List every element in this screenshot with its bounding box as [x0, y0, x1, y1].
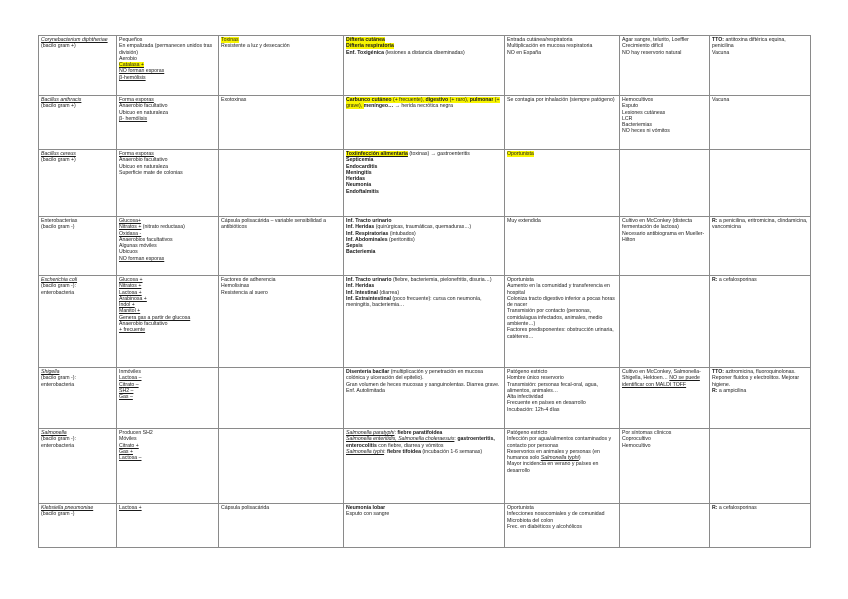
text-line: Toxinas	[221, 37, 239, 43]
text-line: Necesario antibiograma en Mueller-Hilton	[622, 230, 705, 243]
text-line: :	[394, 430, 398, 436]
gram-type: (bacilo gram -)	[41, 224, 75, 231]
table-row	[39, 150, 811, 217]
text-line: Móviles	[119, 436, 137, 443]
cell-treatment	[710, 150, 811, 217]
cell-epidemiology	[505, 276, 620, 368]
text-line: Se contagia por inhalación (siempre patógeno)	[507, 97, 615, 103]
text-line: (lesiones a distancia diseminadas)	[383, 49, 465, 56]
cell-organism	[39, 96, 117, 150]
text-line: (toxinas) → gastroenteritis	[407, 151, 470, 157]
cell-treatment	[710, 96, 811, 150]
text-line: Inf. Intestinal	[346, 289, 378, 296]
cell-characteristics	[117, 276, 219, 368]
cell-diagnosis	[620, 429, 710, 504]
text-line: Coprocultivo	[622, 436, 651, 443]
text-line: Manitol +	[119, 308, 141, 315]
cell-virulence	[219, 276, 344, 368]
table-row	[39, 504, 811, 548]
text-line: Salmonella enteritidis, Salmonella choleraesuis	[346, 436, 455, 443]
text-line: enterobacteria	[41, 381, 75, 388]
text-line: Salmonella typhi	[540, 455, 579, 462]
gram-type: (bacilo gram -)	[41, 511, 75, 518]
cell-virulence	[219, 504, 344, 548]
text-line: pulmonar	[469, 97, 494, 103]
text-line: (+ frecuente),	[391, 97, 426, 103]
text-line: ꞵ- hemólisis	[119, 115, 148, 122]
text-line: Exotoxinas	[221, 97, 247, 103]
text-line: Cultivo en McConkey, Salmonella-Shigella, Hektoen…	[622, 369, 701, 382]
text-line: Hemocultivos	[622, 97, 654, 103]
text-line: R:	[712, 218, 718, 224]
text-line: Toxiinfección alimentaria	[346, 151, 408, 157]
text-line: Enf. Toxigénica	[346, 49, 384, 56]
text-line: Hombre único reservorio	[507, 375, 564, 382]
text-line: Gas –	[119, 394, 133, 401]
text-line: TTO:	[712, 369, 725, 375]
text-line: antitoxina diftérica equina, penicilina	[712, 37, 786, 50]
organism-name: Corynebacterium diphtheriae	[41, 37, 108, 43]
cell-diagnosis	[620, 217, 710, 276]
text-line: R:	[712, 505, 718, 511]
text-line: Bacteriemias	[622, 122, 652, 129]
text-line: Anaerobio facultativo	[119, 321, 168, 328]
text-line: Arabinosa +	[119, 295, 147, 302]
text-line: Hemocultivo	[622, 442, 651, 449]
text-line: :	[454, 436, 458, 443]
cell-diagnosis	[620, 368, 710, 429]
text-line: Factores de adherencia	[221, 277, 276, 283]
text-line: (fiebre, bacteriemia, pielonefritis, disuria…)	[391, 277, 492, 283]
text-line: Algunas móviles	[119, 243, 157, 250]
cell-disease	[344, 504, 505, 548]
cell-disease	[344, 368, 505, 429]
text-line: Nitratos +	[119, 224, 142, 231]
text-line: Bacteriemia	[346, 249, 376, 256]
text-line: NO hay reservorio natural	[622, 49, 682, 56]
cell-virulence	[219, 217, 344, 276]
text-line: Patógeno estricto	[507, 369, 548, 375]
text-line: Pequeños	[119, 37, 143, 43]
text-line: Citrato +	[119, 442, 139, 449]
text-line: a cefalosporinas	[717, 277, 757, 283]
text-line: Microbiota del colon	[507, 517, 554, 524]
cell-treatment	[710, 368, 811, 429]
text-line: Ubicuos	[119, 249, 138, 256]
text-line: → herida necrótica negra	[393, 103, 453, 110]
text-line: Sepsis	[346, 243, 363, 250]
cell-disease	[344, 150, 505, 217]
text-line: Endoftalmitis	[346, 188, 379, 195]
text-line: Septicemia	[346, 157, 374, 164]
text-line: Entrada cutánea/respiratoria	[507, 37, 573, 43]
text-line: Nitratos +	[119, 283, 142, 290]
text-line: enterobacteria	[41, 442, 75, 449]
text-line: ꞵ-hemólisis	[119, 74, 146, 81]
cell-disease	[344, 36, 505, 96]
table-row	[39, 36, 811, 96]
cell-characteristics	[117, 368, 219, 429]
text-line: Oportunista	[507, 151, 534, 157]
text-line: Anaerobio facultativo	[119, 103, 168, 110]
text-line: Oportunista	[507, 277, 534, 283]
text-line: Disentería bacilar	[346, 369, 390, 375]
cell-diagnosis	[620, 276, 710, 368]
text-line: Difteria cutánea	[346, 37, 385, 43]
text-line: Meningitis	[346, 169, 372, 176]
cell-characteristics	[117, 217, 219, 276]
table-row	[39, 96, 811, 150]
text-line: (diarrea)	[378, 289, 400, 296]
text-line: Reservorios en animales y personas (en humanos solo	[507, 448, 600, 462]
organism-name: Bacillus cereus	[41, 151, 76, 157]
cell-characteristics	[117, 429, 219, 504]
text-line: a ampicilina	[717, 387, 747, 394]
text-line: enterobacteria	[41, 289, 75, 296]
text-line: TTO:	[712, 37, 725, 43]
text-line: Esputo	[622, 103, 639, 110]
table-row	[39, 217, 811, 276]
cell-treatment	[710, 276, 811, 368]
text-line: Producen SH2	[119, 430, 153, 436]
text-line: (poco frecuente): cursa con neumonía, meningitis, bacteriemia…	[346, 295, 482, 309]
bacteria-table	[38, 35, 811, 548]
text-line: Inmóviles	[119, 369, 141, 375]
text-line: Agar sangre, telurito, Loeffler	[622, 37, 689, 43]
cell-disease	[344, 429, 505, 504]
text-line: )	[578, 455, 581, 462]
text-line: Esputo con sangre	[346, 511, 390, 518]
cell-diagnosis	[620, 150, 710, 217]
text-line: Indol +	[119, 302, 135, 309]
cell-virulence	[219, 36, 344, 96]
text-line: Carbunco cutáneo	[346, 97, 392, 103]
text-line: SH2 –	[119, 387, 134, 394]
gram-type: (bacilo gram +)	[41, 157, 76, 164]
text-line: Difteria respiratoria	[346, 43, 394, 50]
organism-name: Enterobacterias	[41, 218, 78, 224]
text-line: Inf. Tracto urinario	[346, 277, 392, 283]
text-line: Inf. Heridas	[346, 224, 375, 231]
text-line: Anaerobios facultativos	[119, 236, 173, 243]
cell-epidemiology	[505, 368, 620, 429]
cell-virulence	[219, 150, 344, 217]
text-line: Por síntomas clínicos	[622, 430, 672, 436]
cell-disease	[344, 276, 505, 368]
text-line: LCR	[622, 115, 633, 122]
text-line: con fiebre, diarrea y vómitos	[376, 442, 444, 449]
cell-disease	[344, 217, 505, 276]
cell-organism	[39, 276, 117, 368]
text-line: Citrato –	[119, 381, 139, 388]
text-line: (+ raro),	[448, 97, 470, 103]
text-line: Inf. Heridas	[346, 283, 375, 290]
text-line: Aumento en la comunidad y transferencia en hospital	[507, 283, 610, 296]
cell-organism	[39, 36, 117, 96]
text-line: Ubicuo en naturaleza	[119, 163, 169, 170]
text-line: Mayor incidencia en verano y países en desarrollo	[507, 461, 599, 474]
text-line: Glucosa+	[119, 218, 142, 224]
text-line: Patógeno estricto	[507, 430, 548, 436]
cell-epidemiology	[505, 429, 620, 504]
text-line: NO heces ni vómitos	[622, 128, 670, 135]
text-line: :	[384, 448, 387, 455]
cell-virulence	[219, 429, 344, 504]
text-line: Resistencia al suero	[221, 289, 268, 296]
text-line: Inf. Abdominales	[346, 236, 388, 243]
cell-virulence	[219, 96, 344, 150]
text-line: Neumonía	[346, 182, 372, 189]
text-line: Ubicuo en naturaleza	[119, 109, 169, 116]
text-line: Salmonella paratyphi	[346, 430, 395, 436]
organism-name: Escherichia coli	[41, 277, 78, 283]
text-line: Resistente a luz y desecación	[221, 43, 290, 50]
text-line: (intubados)	[388, 230, 416, 237]
gram-type: (bacilo gram +)	[41, 103, 76, 110]
cell-organism	[39, 429, 117, 504]
table-row	[39, 429, 811, 504]
text-line: NO en España	[507, 49, 542, 56]
gram-type: (bacilo gram -):	[41, 436, 76, 443]
cell-treatment	[710, 217, 811, 276]
cell-diagnosis	[620, 36, 710, 96]
text-line: digestivo	[425, 97, 449, 103]
text-line: + frecuente	[119, 327, 146, 334]
text-line: Infecciones nosocomiales y de comunidad	[507, 511, 605, 518]
text-line: Lactosa +	[119, 505, 142, 511]
text-line: Endocarditis	[346, 163, 378, 170]
text-line: (multiplicación y penetración en mucosa colónica y ulceración del epitelio).	[346, 369, 483, 382]
text-line: Incubación: 12h-4 días	[507, 406, 560, 413]
text-line: R:	[712, 387, 718, 394]
text-line: Lactosa +	[119, 289, 142, 296]
text-line: Coloniza tracto digestivo inferior a pocas horas de nacer	[507, 295, 615, 309]
text-line: Vacuna	[712, 97, 730, 103]
text-line: Oportunista	[507, 505, 534, 511]
text-line: Transmisión por contacto (personas, comida/agua infectados, animales, medio ambiente…)	[507, 308, 603, 328]
cell-organism	[39, 368, 117, 429]
cell-diagnosis	[620, 504, 710, 548]
gram-type: (bacilo gram -):	[41, 375, 76, 382]
cell-characteristics	[117, 36, 219, 96]
cell-organism	[39, 217, 117, 276]
cell-characteristics	[117, 504, 219, 548]
text-line: Inf. Tracto urinario	[346, 218, 392, 224]
cell-organism	[39, 504, 117, 548]
text-line: NO se puede identificar con MALDI TOFF	[622, 375, 700, 388]
text-line: (quirúrgicas, traumáticas, quemaduras…)	[374, 224, 472, 231]
text-line: Oxidasa -	[119, 230, 142, 237]
cell-disease	[344, 96, 505, 150]
text-line: Cultivo en McConkey (distecta fermentación de lactosa)	[622, 218, 693, 231]
organism-name: Bacillus anthracis	[41, 97, 82, 103]
cell-organism	[39, 150, 117, 217]
text-line: fiebre paratifoidea	[397, 430, 443, 436]
text-line: Inf. Extraintestinal	[346, 295, 391, 302]
text-line: Transmisión: personas fecal-oral, agua, alimentos, animales…	[507, 381, 598, 394]
text-line: Catalasa +	[119, 62, 144, 69]
cell-epidemiology	[505, 217, 620, 276]
text-line: Muy extendida	[507, 218, 541, 224]
cell-epidemiology	[505, 504, 620, 548]
text-line: Lesiones cutáneas	[622, 109, 666, 116]
text-line: Lactosa –	[119, 455, 142, 462]
text-line: a penicilina, eritromicina, clindamicina, vancomicina	[712, 218, 808, 231]
text-line: En empalizada (permanecen unidos tras división)	[119, 43, 213, 56]
cell-treatment	[710, 36, 811, 96]
organism-name: Salmonella	[41, 430, 67, 436]
text-line: (incubación 1-6 semanas)	[420, 448, 483, 455]
text-line: Vacuna	[712, 49, 730, 56]
text-line: Factores predisponentes: obstrucción urinaria, catéteres…	[507, 327, 614, 340]
text-line: Gas +	[119, 448, 133, 455]
text-line: Alta infectividad	[507, 394, 544, 401]
gram-type: (bacilo gram +)	[41, 43, 76, 50]
text-line: Lactosa –	[119, 375, 142, 382]
text-line: Heridas	[346, 176, 366, 183]
text-line: Cápsula polisacárida	[221, 505, 270, 511]
text-line: fiebre tifoidea	[386, 448, 421, 455]
cell-epidemiology	[505, 150, 620, 217]
gram-type: (bacilo gram -):	[41, 283, 76, 290]
cell-epidemiology	[505, 36, 620, 96]
text-line: (peritonitis)	[387, 236, 415, 243]
cell-characteristics	[117, 150, 219, 217]
cell-virulence	[219, 368, 344, 429]
text-line: Anaerobio facultativo	[119, 157, 168, 164]
cell-treatment	[710, 429, 811, 504]
text-line: Forma esporas	[119, 151, 154, 157]
text-line: Crecimiento difícil	[622, 43, 663, 50]
text-line: Infección por agua/alimentos contaminados y contacto por personas	[507, 436, 612, 449]
text-line: Salmonella typhi	[346, 448, 385, 455]
text-line: Genera gas a partir de glucosa	[119, 314, 191, 321]
text-line: meníngeo…	[363, 103, 394, 110]
text-line: (nitrato reductasa)	[141, 224, 185, 231]
text-line: Hemolisinas	[221, 283, 250, 290]
text-line: Multiplicación en mucosa respiratoria	[507, 43, 593, 50]
text-line: Neumonía lobar	[346, 505, 386, 511]
cell-treatment	[710, 504, 811, 548]
text-line: Frec. en diabéticos y alcohólicos	[507, 523, 582, 530]
organism-name: Klebsiella pneumoniae	[41, 505, 94, 511]
cell-epidemiology	[505, 96, 620, 150]
text-line: Aerobio	[119, 55, 137, 62]
cell-diagnosis	[620, 96, 710, 150]
text-line: Gran volumen de heces mucosas y sanguinolentas. Diarrea grave. Enf. Autolimitada	[346, 381, 500, 394]
text-line: Inf. Respiratorias	[346, 230, 389, 237]
text-line: a cefalosporinas	[717, 505, 757, 511]
cell-characteristics	[117, 96, 219, 150]
text-line: Superficie mate de colonias	[119, 169, 183, 176]
text-line: azitromicina, fluoroquinolonas. Reponer fluidos y electrolitos. Mejorar higiene.	[712, 369, 800, 388]
organism-name: Shigella	[41, 369, 60, 375]
text-line: gastroenteritis, enterocolitis	[346, 436, 495, 449]
table-row	[39, 368, 811, 429]
table-row	[39, 276, 811, 368]
text-line: NO forman esporas	[119, 68, 165, 75]
text-line: (+ grave),	[346, 97, 500, 110]
text-line: NO forman esporas	[119, 255, 165, 262]
text-line: Glucosa +	[119, 277, 143, 283]
text-line: Forma esporas	[119, 97, 154, 103]
text-line: Frecuente en países en desarrollo	[507, 400, 586, 407]
text-line: Cápsula polisacárida – variable sensibilidad a antibióticos	[221, 218, 326, 231]
text-line: R:	[712, 277, 718, 283]
